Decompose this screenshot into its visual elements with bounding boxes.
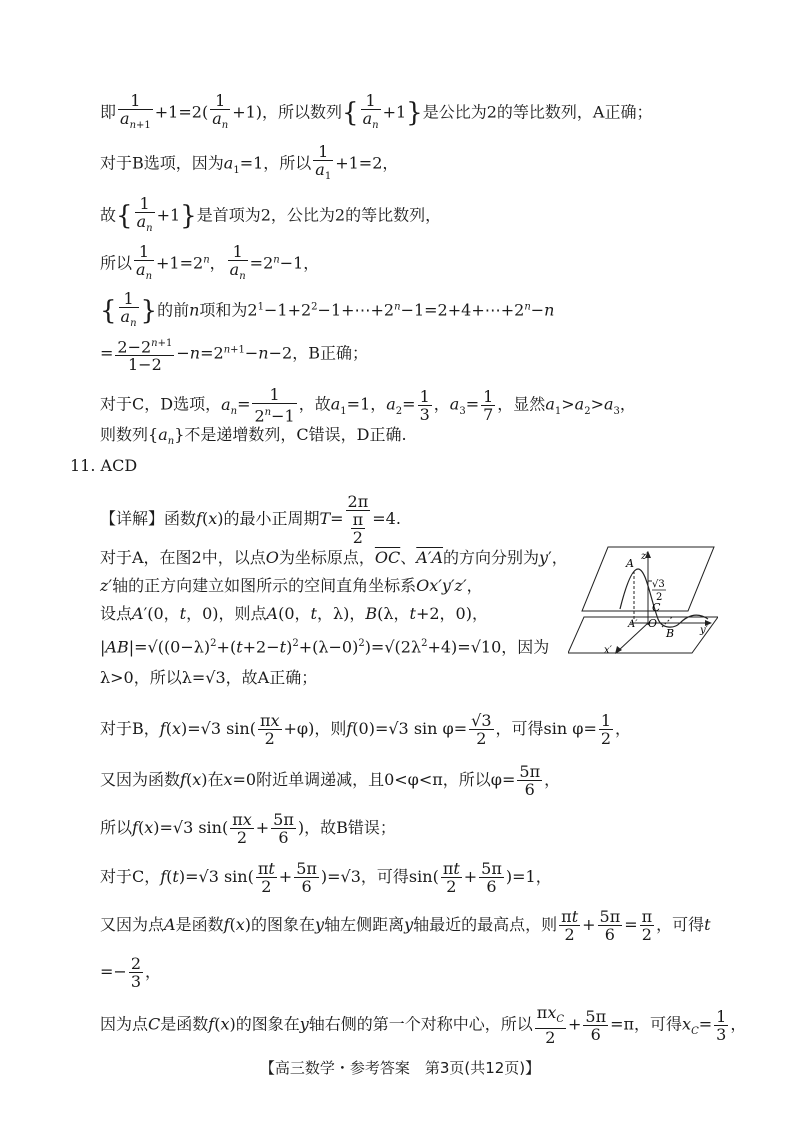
text-line-22: 因为点C是函数f(x)的图象在y轴右侧的第一个对称中心，所以 $\frac{\pi x_C}{2}$ + $\frac{5\pi}{6}$ =π，可得$x_C=$ $\frac{1}{3}$ ， [100, 1003, 747, 1048]
text-line-10: 【详解】函数f(x)的最小正周期T= $\frac{2\pi}{\frac{\pi}{2}}$ =4. [100, 492, 401, 547]
text-line-19: 对于C，f(t)=√3 sin( $\frac{\pi t}{2}$ + $\frac{5\pi}{6}$ )=√3，可得sin( $\frac{\pi t}{2}$ + $\frac{5\pi}{6}$ )=1， [100, 859, 552, 896]
label-A: A [626, 557, 634, 570]
text-line-17: 又因为函数f(x)在x=0附近单调递减，且0<φ<π，所以φ= $\frac{5\pi}{6}$ ， [100, 762, 561, 799]
text-line-4: 所以 $\frac{1}{a_n}$ $+1=2^n$， $\frac{1}{a_n}$ $=2^n-1$， [100, 242, 320, 283]
label-y: y′ [700, 625, 708, 636]
text-line-16: 对于B，f(x)=√3 sin( $\frac{\pi x}{2}$ +φ)，则f(0)=√3 sin φ= $\frac{√3}{2}$ ，可得sin φ= $\frac{1}{2}$ ， [100, 711, 632, 748]
horizontal-plane [568, 617, 718, 653]
text-line-1: 即 $\frac{1}{a_{n+1}}$ +1=2( $\frac{1}{a_n}$ +1)，所以数列{ $\frac{1}{a_n}$ +1}是公比为2的等比数列，A正确； [100, 91, 653, 132]
text-line-14: $|AB|=√((0-\lambda)^2+(t+2-t)^2+(\lambda-0)^2)=√(2\lambda^2+4)=√10$，因为 [100, 637, 550, 657]
label-two: 2 [656, 592, 663, 603]
text-line-7: 对于C，D选项，$a_n=$ $\frac{1}{2^n-1}$ ，故$a_1=1$，$a_2=$ $\frac{1}{3}$ ，$a_3=$ $\frac{1}{7}$ ，显然$a_1>a_2>a_3$， [100, 385, 636, 426]
text-line-3: 故{ $\frac{1}{a_n}$ +1}是首项为2，公比为2的等比数列， [100, 194, 442, 235]
text-line-15: λ>0，所以λ=√3，故A正确； [100, 668, 318, 687]
text-line-5: { $\frac{1}{a_n}$ }的前n项和为$2^1-1+2^2-1+\cdots+2^n-1=2+4+\cdots+2^n-n$ [100, 289, 555, 330]
text-line-11: 对于A，在图2中，以点O为坐标原点，$\overline{OC}$、A′A的方向分别为y′， [100, 548, 568, 567]
text-line-6: = $\frac{2-2^{n+1}}{1-2}$ $-n=2^{n+1}-n-2$，B正确； [100, 335, 368, 373]
label-sqrt3: √3 [652, 579, 665, 590]
label-z: z′ [641, 551, 649, 562]
text-line-2: 对于B选项，因为$a_1=1$，所以 $\frac{1}{a_1}$ +1=2， [100, 142, 399, 183]
text-line-13: 设点A′(0，t，0)，则点A(0，t，λ)，B(λ，t+2，0)， [100, 604, 488, 623]
page-footer: 【高三数学・参考答案 第3页(共12页)】 [259, 1059, 541, 1077]
text-line-8: 则数列$\{a_n\}$不是递增数列，C错误，D正确. [100, 425, 407, 448]
label-B: B [666, 627, 675, 640]
text-line-18: 所以f(x)=√3 sin( $\frac{\pi x}{2}$ + $\frac{5\pi}{6}$ )，故B错误； [100, 810, 396, 847]
text-line-20: 又因为点A是函数f(x)的图象在y轴左侧距离y轴最近的最高点，则 $\frac{\pi t}{2}$ + $\frac{5\pi}{6}$ = $\frac{\pi}{2}$ ，可得t [100, 907, 711, 944]
label-O: O [648, 617, 658, 630]
label-x: x′ [604, 645, 612, 655]
question-number: 11. ACD [70, 456, 138, 475]
text-line-21: =− $\frac{2}{3}$ ， [100, 954, 162, 991]
figure-2-diagram [568, 545, 718, 655]
label-C: C [652, 601, 661, 614]
text-line-12: z′轴的正方向建立如图所示的空间直角坐标系Ox′y′z′， [100, 576, 483, 595]
label-A-prime: A′ [628, 619, 638, 630]
